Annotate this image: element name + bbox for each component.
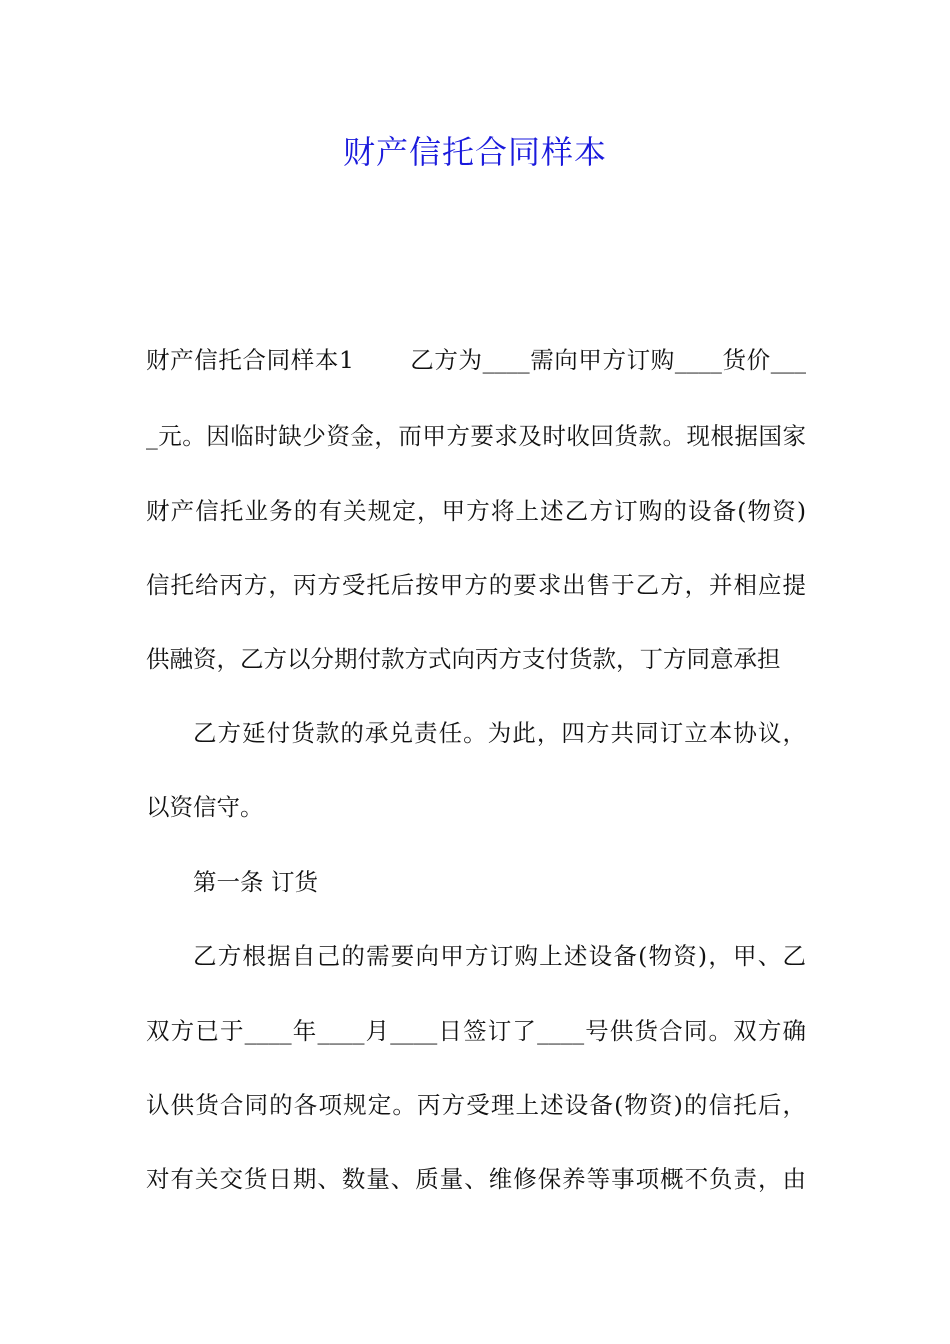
body-line-5: 供融资，乙方以分期付款方式向丙方支付货款，丁方同意承担 (146, 645, 781, 673)
body-line-12: 对有关交货日期、数量、质量、维修保养等事项概不负责，由 (146, 1165, 806, 1193)
body-line-1: 财产信托合同样本1 乙方为____需向甲方订购____货价___ (146, 346, 806, 374)
body-line-6: 乙方延付货款的承兑责任。为此，四方共同订立本协议， (193, 719, 806, 747)
body-line-3: 财产信托业务的有关规定，甲方将上述乙方订购的设备(物资) (146, 497, 806, 525)
body-line-10: 双方已于____年____月____日签订了____号供货合同。双方确 (146, 1017, 806, 1045)
body-line-2: _元。因临时缺少资金，而甲方要求及时收回货款。现根据国家 (146, 422, 806, 450)
body-line-7: 以资信守。 (146, 793, 264, 821)
body-line-9: 乙方根据自己的需要向甲方订购上述设备(物资)，甲、乙 (193, 942, 806, 970)
section-heading-1: 第一条 订货 (193, 868, 318, 896)
document-title: 财产信托合同样本 (342, 133, 607, 171)
body-line-4: 信托给丙方，丙方受托后按甲方的要求出售于乙方，并相应提 (146, 571, 806, 599)
body-line-11: 认供货合同的各项规定。丙方受理上述设备(物资)的信托后， (146, 1091, 806, 1119)
